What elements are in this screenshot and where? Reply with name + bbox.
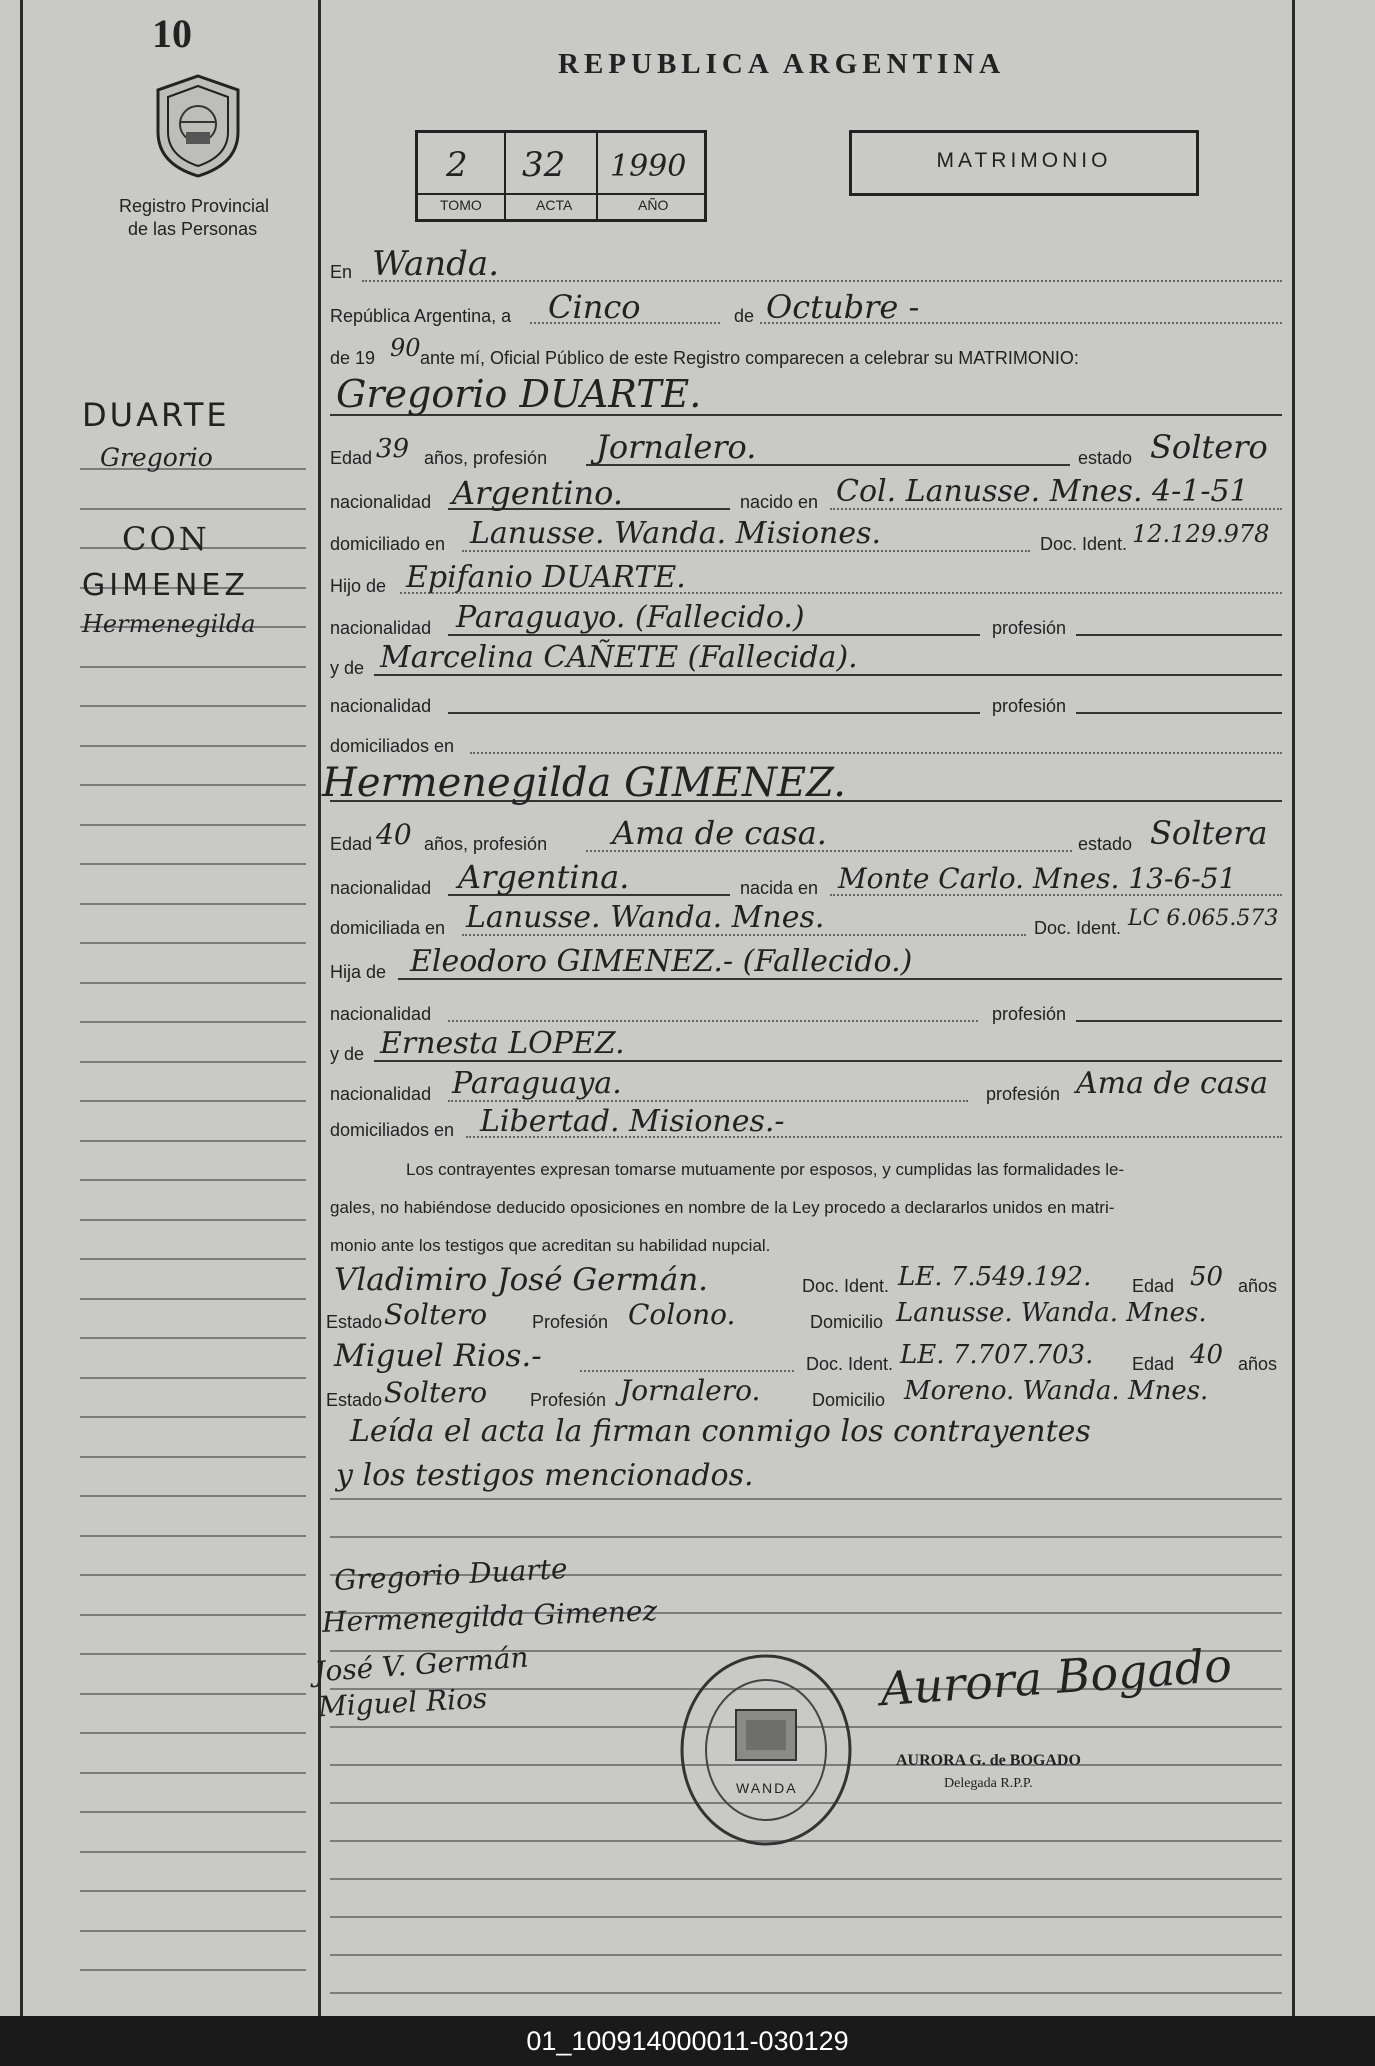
- witness2-doc-label: Doc. Ident.: [806, 1354, 894, 1374]
- groom-edad-label: Edad: [330, 448, 373, 468]
- groom-father-nac-label: nacionalidad: [330, 618, 432, 638]
- witness2-prof-label: Profesión: [530, 1390, 607, 1410]
- bride-nationality: Argentina.: [458, 858, 630, 896]
- official-signature: Aurora Bogado: [878, 1637, 1234, 1717]
- witness1-prof-label: Profesión: [532, 1312, 609, 1332]
- groom-dom-label: domiciliado en: [330, 534, 446, 554]
- witness2-doc: LE. 7.707.703.: [900, 1340, 1094, 1370]
- margin-rule: [80, 745, 306, 747]
- bride-mother-nationality: Paraguaya.: [452, 1066, 622, 1101]
- margin-bride-name: Hermenegilda: [82, 610, 256, 638]
- margin-rule: [80, 1574, 306, 1576]
- bride-nacida-label: nacida en: [740, 878, 819, 898]
- groom-nacido-label: nacido en: [740, 492, 819, 512]
- signature-witness2: Miguel Rios: [317, 1681, 489, 1724]
- body-rule: [330, 1536, 1282, 1538]
- bride-edad-value: 40: [376, 818, 412, 851]
- acta-value: 32: [522, 145, 566, 185]
- groom-yde-label: y de: [330, 658, 365, 678]
- groom-doc-label: Doc. Ident.: [1040, 534, 1128, 554]
- groom-birthplace: Col. Lanusse. Mnes. 4-1-51: [836, 474, 1249, 509]
- body-rule: [330, 1916, 1282, 1918]
- groom-mother: Marcelina CAÑETE (Fallecida).: [380, 640, 858, 675]
- margin-rule: [80, 1495, 306, 1497]
- witness1-profession: Colono.: [628, 1298, 736, 1331]
- intro-statement: ante mí, Oficial Público de este Registro comparecen a celebrar su MATRIMONIO:: [420, 348, 1079, 368]
- witness1-anos-label: años: [1238, 1276, 1278, 1296]
- margin-groom-surname: DUARTE: [82, 396, 230, 434]
- groom-estado: Soltero: [1150, 428, 1268, 466]
- groom-father: Epifanio DUARTE.: [406, 560, 686, 595]
- groom-parents-dom-label: domiciliados en: [330, 736, 455, 756]
- margin-rule: [80, 784, 306, 786]
- body-rule: [330, 1992, 1282, 1994]
- closing-line1: Leída el acta la firman conmigo los contrayentes: [350, 1414, 1091, 1449]
- bride-doc-label: Doc. Ident.: [1034, 918, 1122, 938]
- margin-rule: [80, 1258, 306, 1260]
- margin-rule: [80, 1969, 306, 1971]
- groom-nac-label: nacionalidad: [330, 492, 432, 512]
- margin-rule: [80, 1811, 306, 1813]
- year-prefix: de 19: [330, 348, 376, 368]
- margin-rule: [80, 824, 306, 826]
- witness1-domicile: Lanusse. Wanda. Mnes.: [896, 1298, 1207, 1328]
- ano-value: 1990: [610, 149, 687, 184]
- margin-rule: [80, 942, 306, 944]
- witness2-domicile: Moreno. Wanda. Mnes.: [904, 1376, 1209, 1406]
- groom-anos-label: años, profesión: [424, 448, 548, 468]
- margin-rule: [80, 1219, 306, 1221]
- witness1-estado-label: Estado: [326, 1312, 383, 1332]
- statement-line2: gales, no habiéndose deducido oposiciones en nombre de la Ley procedo a declararlos unidos en matri-: [330, 1198, 1115, 1217]
- bride-nac-label: nacionalidad: [330, 878, 432, 898]
- registry-name-line1: Registro Provincial: [119, 196, 270, 216]
- act-type: MATRIMONIO: [936, 149, 1112, 172]
- statement-line3: monio ante los testigos que acreditan su habilidad nupcial.: [330, 1236, 771, 1255]
- signature-bride: Hermenegilda Gimenez: [321, 1594, 658, 1639]
- margin-rule: [80, 1890, 306, 1892]
- witness1-dom-label: Domicilio: [810, 1312, 884, 1332]
- country-title: REPUBLICA ARGENTINA: [558, 48, 1006, 80]
- statement-line1: Los contrayentes expresan tomarse mutuamente por esposos, y cumplidas las formalidades le-: [406, 1160, 1125, 1179]
- bride-parents-dom-label: domiciliados en: [330, 1120, 455, 1140]
- margin-rule: [80, 1377, 306, 1379]
- groom-edad-value: 39: [376, 434, 410, 464]
- witness2-edad-label: Edad: [1132, 1354, 1175, 1374]
- witness1-doc-label: Doc. Ident.: [802, 1276, 890, 1296]
- margin-rule: [80, 1298, 306, 1300]
- witness2-profession: Jornalero.: [620, 1374, 761, 1407]
- official-name: AURORA G. de BOGADO: [896, 1752, 1081, 1769]
- day-value: Cinco: [548, 288, 641, 326]
- act-type-box: [849, 130, 1199, 196]
- groom-nationality: Argentino.: [452, 474, 624, 512]
- bride-dom-label: domiciliada en: [330, 918, 446, 938]
- margin-rule: [80, 1416, 306, 1418]
- margin-groom-name: Gregorio: [100, 443, 213, 472]
- margin-rule: [80, 1732, 306, 1734]
- groom-name: Gregorio DUARTE.: [336, 372, 702, 416]
- margin-bride-surname: GIMENEZ: [82, 568, 249, 603]
- body-rule: [330, 1498, 1282, 1500]
- body-rule: [330, 1954, 1282, 1956]
- official-stamp-icon: [676, 1650, 856, 1850]
- bride-father-prof-label: profesión: [992, 1004, 1067, 1024]
- official-title: Delegada R.P.P.: [944, 1776, 1033, 1791]
- bride-birthplace: Monte Carlo. Mnes. 13-6-51: [838, 862, 1237, 895]
- groom-profession: Jornalero.: [596, 428, 757, 466]
- margin-rule: [80, 1456, 306, 1458]
- margin-rule: [80, 1930, 306, 1932]
- place-value: Wanda.: [372, 244, 500, 284]
- witness1-edad-label: Edad: [1132, 1276, 1175, 1296]
- groom-doc: 12.129.978: [1132, 520, 1270, 548]
- bride-anos-label: años, profesión: [424, 834, 548, 854]
- margin-rule: [80, 1021, 306, 1023]
- bride-estado: Soltera: [1150, 814, 1268, 852]
- groom-father-nationality: Paraguayo. (Fallecido.): [456, 600, 805, 635]
- witness2-dom-label: Domicilio: [812, 1390, 886, 1410]
- groom-mother-prof-label: profesión: [992, 696, 1067, 716]
- bride-mother-nac-label: nacionalidad: [330, 1084, 432, 1104]
- bride-father-nac-label: nacionalidad: [330, 1004, 432, 1024]
- ano-label: AÑO: [638, 197, 669, 213]
- witness1-estado: Soltero: [384, 1298, 488, 1331]
- witness2-edad: 40: [1190, 1340, 1224, 1370]
- scan-file-id: 01_100914000011-030129: [526, 2026, 849, 2056]
- bride-mother: Ernesta LOPEZ.: [380, 1026, 625, 1061]
- groom-estado-label: estado: [1078, 448, 1133, 468]
- bride-domicile: Lanusse. Wanda. Mnes.: [466, 900, 825, 935]
- bride-yde-label: y de: [330, 1044, 365, 1064]
- margin-rule: [80, 1772, 306, 1774]
- month-value: Octubre -: [766, 288, 920, 326]
- margin-rule: [80, 982, 306, 984]
- tomo-label: TOMO: [440, 197, 482, 213]
- witness2-name: Miguel Rios.-: [334, 1338, 542, 1374]
- stamp-center-text: WANDA: [736, 1780, 798, 1796]
- record-number-box: [415, 130, 707, 222]
- margin-rule: [80, 1140, 306, 1142]
- republica-label: República Argentina, a: [330, 306, 512, 326]
- witness2-anos-label: años: [1238, 1354, 1278, 1374]
- margin-rule: [80, 508, 306, 510]
- witness1-doc: LE. 7.549.192.: [898, 1262, 1092, 1292]
- right-border: [1292, 0, 1295, 2016]
- margin-rule: [80, 1614, 306, 1616]
- witness1-edad: 50: [1190, 1262, 1224, 1292]
- signature-witness1: José V. Germán: [313, 1640, 530, 1689]
- bride-mother-profession: Ama de casa: [1076, 1066, 1268, 1101]
- bride-name: Hermenegilda GIMENEZ.: [322, 760, 846, 806]
- tomo-value: 2: [446, 145, 468, 185]
- margin-rule: [80, 1100, 306, 1102]
- acta-label: ACTA: [536, 197, 573, 213]
- binding-line: [20, 0, 23, 2016]
- bride-doc: LC 6.065.573: [1128, 906, 1279, 931]
- de-label: de: [734, 306, 755, 326]
- margin-rule: [80, 1535, 306, 1537]
- witness2-estado: Soltero: [384, 1376, 488, 1409]
- bride-parents-domicile: Libertad. Misiones.-: [480, 1104, 785, 1139]
- registry-name-line2: de las Personas: [128, 219, 258, 239]
- margin-rule: [80, 1061, 306, 1063]
- groom-father-prof-label: profesión: [992, 618, 1067, 638]
- year-value: 90: [390, 334, 421, 362]
- bride-edad-label: Edad: [330, 834, 373, 854]
- bride-estado-label: estado: [1078, 834, 1133, 854]
- margin-rule: [80, 705, 306, 707]
- margin-rule: [80, 1337, 306, 1339]
- bride-father: Eleodoro GIMENEZ.- (Fallecido.): [410, 944, 913, 979]
- witness2-estado-label: Estado: [326, 1390, 383, 1410]
- margin-con: CON: [122, 520, 210, 558]
- margin-rule: [80, 666, 306, 668]
- margin-rule: [80, 1179, 306, 1181]
- provincial-seal-icon: [150, 72, 246, 180]
- bride-mother-prof-label: profesión: [986, 1084, 1061, 1104]
- bride-profession: Ama de casa.: [612, 814, 827, 852]
- groom-hijo-label: Hijo de: [330, 576, 387, 596]
- margin-rule: [80, 1693, 306, 1695]
- margin-rule: [80, 903, 306, 905]
- closing-line2: y los testigos mencionados.: [336, 1458, 754, 1493]
- groom-mother-nac-label: nacionalidad: [330, 696, 432, 716]
- signature-groom: Gregorio Duarte: [333, 1551, 569, 1598]
- margin-rule: [80, 863, 306, 865]
- groom-domicile: Lanusse. Wanda. Misiones.: [470, 516, 882, 551]
- en-label: En: [330, 262, 353, 282]
- bride-hija-label: Hija de: [330, 962, 387, 982]
- body-rule: [330, 1878, 1282, 1880]
- margin-rule: [80, 1851, 306, 1853]
- witness1-name: Vladimiro José Germán.: [334, 1262, 709, 1298]
- margin-rule: [80, 1653, 306, 1655]
- page-number: 10: [152, 11, 192, 56]
